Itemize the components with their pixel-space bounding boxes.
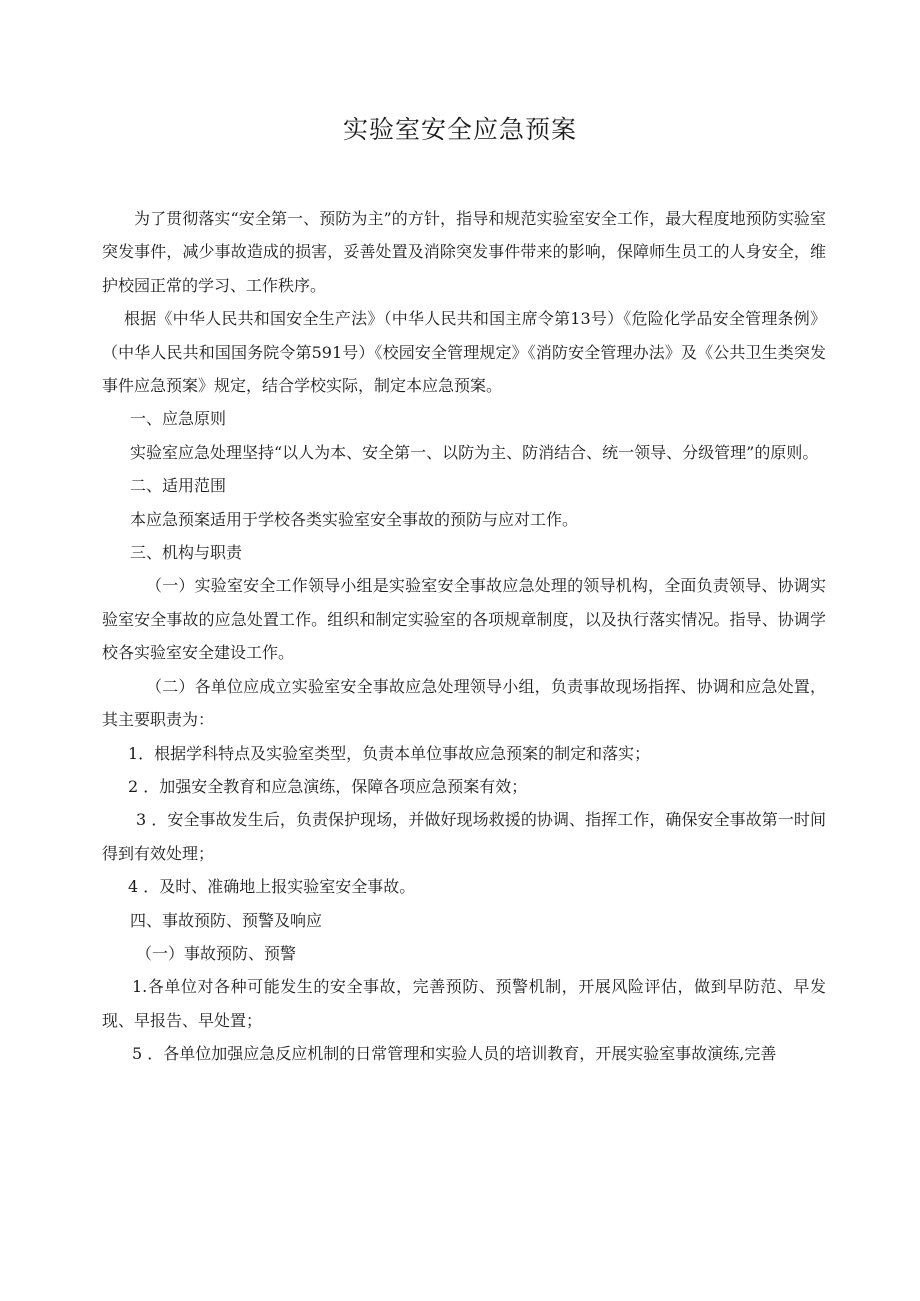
- section-heading-principles: 一、应急原则: [130, 409, 227, 429]
- subsection-heading-warning: （一）事故预防、预警: [136, 943, 297, 963]
- document-title: 实验室安全应急预案: [342, 115, 577, 144]
- list-item: 4 ．及时、准确地上报实验室安全事故。: [128, 877, 416, 897]
- section-heading-prevention: 四、事故预防、预警及响应: [130, 910, 323, 930]
- list-item: 1．根据学科特点及实验室类型，负责本单位事故应急预案的制定和落实；: [128, 743, 651, 763]
- list-item: 2 ．加强安全教育和应急演练，保障各项应急预案有效；: [128, 776, 528, 796]
- section-heading-organization: 三、机构与职责: [130, 543, 243, 563]
- document-body: [102, 202, 826, 1071]
- list-item: 3 ．安全事故发生后，负责保护现场，并做好现场救援的协调、指挥工作，确保安全事故第一时间得到有效处理；: [102, 810, 826, 863]
- paragraph-leading-group: （一）实验室安全工作领导小组是实验室安全事故应急处理的领导机构，全面负责领导、协调实验室安全事故的应急处置工作。组织和制定实验室的各项规章制度，以及执行落实情况。指导、协调学校各实验室安全建设工作。: [102, 576, 826, 663]
- paragraph-unit-groups: （二）各单位应成立实验室安全事故应急处理领导小组，负责事故现场指挥、协调和应急处置，其主要职责为：: [102, 676, 826, 730]
- paragraph-scope: 本应急预案适用于学校各类实验室安全事故的预防与应对工作。: [130, 509, 579, 529]
- paragraph-purpose: 为了贯彻落实“安全第一、预防为主”的方针，指导和规范实验室安全工作，最大程度地预防实验室突发事件，减少事故造成的损害，妥善处置及消除突发事件带来的影响，保障师生员工的人身安全，维护校园正常的学习、工作秩序。: [102, 209, 826, 295]
- paragraph-basis: 根据《中华人民共和国安全生产法》（中华人民共和国主席令第13号）《危险化学品安全管理条例》（中华人民共和国国务院令第591号）《校园安全管理规定》《消防安全管理办法》及《公共卫生类突发事件应急预案》规定，结合学校实际，制定本应急预案。: [102, 309, 826, 396]
- list-item: 1.各单位对各种可能发生的安全事故，完善预防、预警机制，开展风险评估，做到早防范、早发现、早报告、早处置；: [102, 977, 826, 1030]
- list-item: 5 ．各单位加强应急反应机制的日常管理和实验人员的培训教育，开展实验室事故演练,完善: [132, 1044, 777, 1064]
- paragraph-principles: 实验室应急处理坚持“以人为本、安全第一、以防为主、防消结合、统一领导、分级管理”的原则。: [130, 442, 819, 462]
- section-heading-scope: 二、适用范围: [130, 476, 227, 496]
